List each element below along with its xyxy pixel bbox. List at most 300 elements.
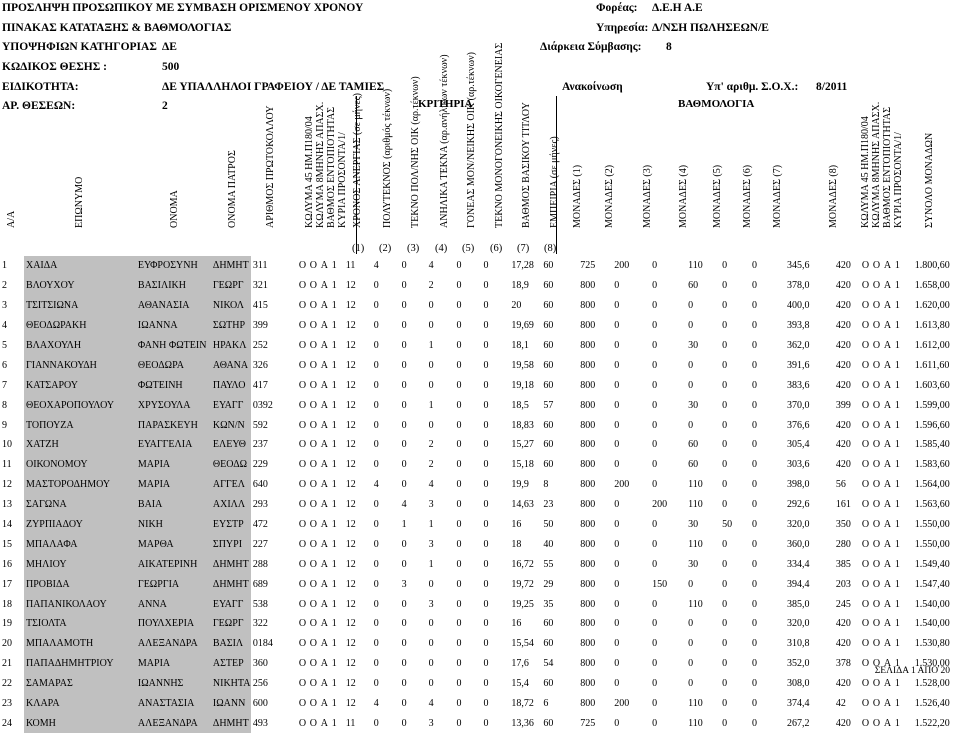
table-cell: 110 (688, 698, 703, 710)
table-cell: Ο (309, 340, 318, 351)
table-cell: 0 (752, 658, 758, 670)
table-cell: ΒΑΙΑ (136, 495, 211, 515)
table-cell: 399 (252, 320, 268, 332)
table-cell: 378 (835, 658, 851, 670)
table-cell: 1 (331, 618, 337, 630)
table-cell: 0 (401, 678, 407, 690)
table-cell: 0 (373, 499, 379, 511)
table-cell: 29 (543, 578, 554, 590)
table-cell: 800 (580, 499, 596, 511)
table-cell: Α (320, 419, 329, 431)
table-cell: 19,58 (511, 359, 534, 371)
table-cell: 0 (614, 379, 620, 391)
table-cell: 0 (401, 419, 407, 431)
table-cell: 40 (543, 538, 554, 550)
table-cell: 800 (580, 698, 596, 710)
table-cell: 592 (252, 419, 268, 431)
table-cell: 0 (652, 280, 658, 292)
table-row (0, 256, 960, 276)
table-cell: 0 (652, 519, 658, 531)
table-cell: 0 (722, 717, 728, 729)
table-cell: 1 (331, 419, 337, 431)
table-cell: 4 (428, 260, 434, 272)
table-row (0, 515, 960, 535)
table-cell: 237 (252, 439, 268, 451)
table-cell: 420 (835, 618, 851, 630)
table-cell: 0 (614, 598, 620, 610)
table-cell: 1.550,00 (914, 538, 950, 550)
table-cell: 0 (483, 280, 489, 292)
table-cell: Α (883, 359, 892, 371)
table-cell: 12 (2, 479, 12, 491)
table-cell: 1 (894, 638, 900, 650)
table-cell: 800 (580, 340, 596, 351)
table-cell: 303,6 (786, 459, 810, 471)
table-cell: 2 (428, 439, 434, 451)
table-cell: 1 (894, 300, 900, 312)
table-cell: 0 (652, 678, 658, 690)
table-cell: 385,0 (786, 598, 810, 610)
table-cell: 0 (688, 300, 694, 312)
table-cell: 391,6 (786, 359, 810, 371)
table-cell: Α (320, 598, 329, 610)
table-cell: 0 (456, 538, 462, 550)
table-cell: 420 (835, 717, 851, 729)
table-cell: 15,27 (511, 439, 534, 451)
table-cell: 0 (614, 399, 620, 411)
table-cell: 1.549,40 (914, 558, 950, 570)
table-cell: 0 (373, 598, 379, 610)
table-cell: 0 (652, 260, 658, 272)
table-cell: Ο (861, 717, 870, 729)
table-cell: 12 (345, 399, 356, 411)
table-cell: 203 (835, 578, 851, 590)
table-cell: 320,0 (786, 519, 810, 531)
col-c4: ΑΝΗΛΙΚΑ ΤΕΚΝΑ (αρ.ανήλικων τέκνων) (439, 53, 450, 228)
table-cell: Ο (309, 359, 318, 371)
table-cell: 12 (345, 359, 356, 371)
table-cell: ΓΙΑΝΝΑΚΟΥΔΗ (24, 355, 136, 375)
table-cell: 1.583,60 (914, 459, 950, 471)
table-cell: 161 (835, 499, 851, 511)
table-cell: 0 (614, 499, 620, 511)
table-cell: 22 (2, 678, 12, 690)
table-cell: 725 (580, 260, 596, 272)
table-cell: 6 (543, 698, 549, 710)
table-cell: 1 (894, 359, 900, 371)
table-cell: ΓΕΩΡΓΙΑ (136, 574, 211, 594)
table-cell: 0 (752, 260, 758, 272)
soch-label: Υπ' αριθμ. Σ.Ο.Χ.: (706, 81, 799, 93)
table-cell: Α (320, 558, 329, 570)
table-cell: Ο (298, 399, 307, 411)
table-cell: 12 (345, 459, 356, 471)
table-cell: 345,6 (786, 260, 810, 272)
table-cell: 10 (2, 439, 12, 451)
table-cell: 15,18 (511, 459, 534, 471)
table-cell: Ο (872, 678, 881, 690)
table-cell: Α (883, 419, 892, 431)
table-cell: 60 (543, 359, 554, 371)
table-cell: 0 (722, 678, 728, 690)
table-cell: 0 (752, 717, 758, 729)
table-cell: 0 (614, 359, 620, 371)
table-cell: 1 (331, 499, 337, 511)
table-cell: Ο (861, 419, 870, 431)
table-cell: 0 (752, 618, 758, 630)
table-cell: ΠΑΡΑΣΚΕΥΗ (136, 415, 211, 435)
table-cell: 0 (483, 538, 489, 550)
table-cell: ΒΛΟΥΧΟΥ (24, 276, 136, 296)
table-cell: 1.526,40 (914, 698, 950, 710)
table-cell: Ο (872, 618, 881, 630)
table-cell: 800 (580, 320, 596, 332)
table-cell: Ο (298, 479, 307, 491)
table-cell: 0 (401, 459, 407, 471)
table-cell: 60 (688, 439, 699, 451)
table-cell: 245 (835, 598, 851, 610)
col-aa: Α/Α (6, 210, 17, 228)
table-cell: 0 (722, 658, 728, 670)
table-cell: 0 (456, 558, 462, 570)
table-cell: 0 (722, 698, 728, 710)
document-subtitle: ΠΙΝΑΚΑΣ ΚΑΤΑΤΑΞΗΣ & ΒΑΘΜΟΛΟΓΙΑΣ (2, 22, 232, 34)
table-cell: Ο (309, 260, 318, 272)
table-cell: Α (320, 280, 329, 292)
table-cell: 0 (614, 280, 620, 292)
table-cell: Ο (872, 717, 881, 729)
criteria-num-7: (7) (517, 243, 530, 254)
table-cell: Α (320, 379, 329, 391)
table-cell: 12 (345, 678, 356, 690)
table-cell: Α (883, 340, 892, 351)
col-surname: ΕΠΩΝΥΜΟ (74, 176, 85, 228)
table-cell: 0 (722, 459, 728, 471)
table-cell: 4 (373, 479, 379, 491)
table-cell: 12 (345, 300, 356, 312)
table-cell: ΘΕΟΔΩ (211, 455, 251, 475)
table-cell: 0 (652, 538, 658, 550)
table-cell: 800 (580, 538, 596, 550)
col-m7: ΜΟΝΑΔΕΣ (7) (772, 164, 783, 228)
table-cell: 1 (894, 459, 900, 471)
table-cell: 1 (894, 698, 900, 710)
table-cell: Ο (872, 698, 881, 710)
table-cell: Α (320, 499, 329, 511)
table-cell: 16 (511, 519, 522, 531)
table-cell: 0 (752, 558, 758, 570)
table-cell: 9 (2, 419, 7, 431)
table-cell: 321 (252, 280, 268, 292)
table-cell: 0 (722, 499, 728, 511)
table-row (0, 455, 960, 475)
table-cell: 227 (252, 538, 268, 550)
table-cell: 417 (252, 379, 268, 391)
table-cell: ΔΗΜΗΤ (211, 574, 251, 594)
table-cell: 19,25 (511, 598, 534, 610)
table-cell: 320,0 (786, 618, 810, 630)
table-cell: 0 (456, 379, 462, 391)
table-cell: ΑΛΕΞΑΝΔΡΑ (136, 634, 211, 654)
table-cell: 110 (688, 479, 703, 491)
table-cell: 0 (456, 658, 462, 670)
table-cell: Ο (861, 558, 870, 570)
col-entopiotita-b: ΒΑΘΜΟΣ ΕΝΤΟΠΙΟΤΗΤΑΣ (882, 106, 893, 228)
table-row (0, 375, 960, 395)
table-cell: 1.522,20 (914, 717, 950, 729)
table-cell: 326 (252, 359, 268, 371)
table-cell: 0 (456, 598, 462, 610)
table-cell: Α (883, 538, 892, 550)
table-cell: 0 (373, 519, 379, 531)
table-cell: Α (320, 698, 329, 710)
document-title: ΠΡΟΣΛΗΨΗ ΠΡΟΣΩΠΙΚΟΥ ΜΕ ΣΥΜΒΑΣΗ ΟΡΙΣΜΕΝΟΥ ΧΡΟΝΟΥ (2, 2, 364, 14)
table-cell: 292,6 (786, 499, 810, 511)
table-cell: 1 (331, 399, 337, 411)
table-cell: ΕΥΦΡΟΣΥΝΗ (136, 256, 211, 276)
table-cell: Α (883, 260, 892, 272)
table-cell: 415 (252, 300, 268, 312)
table-cell: 0 (483, 638, 489, 650)
table-cell: Α (320, 519, 329, 531)
table-cell: ΜΑΡΙΑ (136, 475, 211, 495)
table-cell: 1.599,00 (914, 399, 950, 411)
table-cell: Ο (298, 698, 307, 710)
table-cell: 1 (894, 678, 900, 690)
table-cell: 0 (428, 320, 434, 332)
table-cell: 0 (456, 359, 462, 371)
table-body (0, 256, 960, 733)
table-cell: 110 (688, 598, 703, 610)
col-c3: ΤΕΚΝΟ ΠΟΛ/ΝΗΣ ΟΙΚ (αρ.τέκνων) (410, 75, 421, 228)
table-cell: ΠΡΟΒΙΔΑ (24, 574, 136, 594)
table-cell: 0 (483, 399, 489, 411)
table-cell: 2 (2, 280, 7, 292)
table-cell: 12 (345, 658, 356, 670)
table-cell: Ο (861, 499, 870, 511)
table-cell: 0 (652, 439, 658, 451)
table-cell: 1.530,00 (914, 658, 950, 670)
table-cell: ΣΠΥΡΙ (211, 534, 251, 554)
table-cell: Α (883, 519, 892, 531)
table-cell: 420 (835, 300, 851, 312)
table-cell: 800 (580, 598, 596, 610)
table-cell: 1 (894, 439, 900, 451)
table-cell: ΘΕΟΧΑΡΟΠΟΥΛΟΥ (24, 395, 136, 415)
table-cell: 0 (483, 598, 489, 610)
table-cell: ΧΑΤΖΗ (24, 435, 136, 455)
table-cell: 0 (373, 538, 379, 550)
table-cell: 0 (483, 459, 489, 471)
table-cell: 1.564,00 (914, 479, 950, 491)
criteria-num-8: (8) (544, 243, 557, 254)
vathmologia-heading: ΒΑΘΜΟΛΟΓΙΑ (678, 98, 755, 110)
table-cell: 0 (688, 359, 694, 371)
table-cell: Ο (309, 618, 318, 630)
table-cell: 0 (652, 320, 658, 332)
table-cell: Α (320, 359, 329, 371)
table-cell: 42 (835, 698, 846, 710)
table-cell: 1.540,00 (914, 598, 950, 610)
table-cell: 2 (428, 280, 434, 292)
table-cell: 4 (401, 499, 407, 511)
table-cell: 0 (373, 379, 379, 391)
table-cell: 0 (652, 399, 658, 411)
table-cell: ΠΑΠΑΔΗΜΗΤΡΙΟΥ (24, 654, 136, 674)
table-cell: Ο (861, 359, 870, 371)
table-cell: 800 (580, 519, 596, 531)
table-cell: 689 (252, 578, 268, 590)
table-cell: 0 (652, 379, 658, 391)
table-row (0, 276, 960, 296)
table-cell: 18,83 (511, 419, 534, 431)
table-cell: Ο (298, 717, 307, 729)
table-cell: Ο (298, 598, 307, 610)
table-cell: 1 (331, 698, 337, 710)
table-cell: 267,2 (786, 717, 810, 729)
table-cell: 0 (456, 717, 462, 729)
table-cell: Ο (298, 419, 307, 431)
table-cell: 1 (331, 379, 337, 391)
table-cell: Ο (298, 359, 307, 371)
table-cell: 0 (456, 340, 462, 351)
table-cell: ΑΣΤΕΡ (211, 654, 251, 674)
col-m4: ΜΟΝΑΔΕΣ (4) (678, 164, 689, 228)
table-cell: ΜΠΑΛΑΦΑ (24, 534, 136, 554)
table-cell: 0 (652, 558, 658, 570)
table-cell: Α (320, 658, 329, 670)
table-cell: Ο (298, 459, 307, 471)
table-cell: 350 (835, 519, 851, 531)
table-cell: 1 (331, 578, 337, 590)
table-cell: 24 (2, 717, 12, 729)
table-cell: 800 (580, 479, 596, 491)
table-cell: 538 (252, 598, 268, 610)
table-cell: 0 (614, 618, 620, 630)
table-cell: Ο (861, 698, 870, 710)
col-c8: ΕΜΠΕΙΡΙΑ (σε μήνες) (549, 135, 560, 228)
table-cell: 1 (428, 558, 434, 570)
table-cell: 0 (483, 479, 489, 491)
table-cell: ΑΛΕΞΑΝΔΡΑ (136, 713, 211, 733)
diarkeia-value: 8 (666, 41, 672, 53)
table-cell: 12 (345, 618, 356, 630)
table-cell: 12 (345, 320, 356, 332)
table-cell: Α (883, 320, 892, 332)
col-m6: ΜΟΝΑΔΕΣ (6) (742, 164, 753, 228)
table-cell: Ο (309, 658, 318, 670)
table-cell: Α (320, 399, 329, 411)
table-cell: 18,5 (511, 399, 529, 411)
table-cell: 18,9 (511, 280, 529, 292)
table-cell: ΣΑΜΑΡΑΣ (24, 674, 136, 694)
col-c2: ΠΟΛΥΤΕΚΝΟΣ (αριθμός τέκνων) (382, 88, 393, 228)
criteria-num-2: (2) (379, 243, 392, 254)
table-row (0, 316, 960, 336)
table-cell: ΗΡΑΚΛ (211, 336, 251, 356)
table-cell: Α (320, 459, 329, 471)
table-cell: 376,6 (786, 419, 810, 431)
col-entopiotita: ΒΑΘΜΟΣ ΕΝΤΟΠΙΟΤΗΤΑΣ (326, 106, 337, 228)
table-cell: 800 (580, 638, 596, 650)
col-m5: ΜΟΝΑΔΕΣ (5) (712, 164, 723, 228)
table-cell: 60 (543, 260, 554, 272)
table-cell: 1 (331, 300, 337, 312)
table-cell: 1.563,60 (914, 499, 950, 511)
table-cell: Ο (872, 638, 881, 650)
table-cell: 0 (401, 340, 407, 351)
table-cell: Ο (298, 379, 307, 391)
table-cell: Ο (861, 658, 870, 670)
table-cell: ΑΝΑΣΤΑΣΙΑ (136, 694, 211, 714)
table-cell: 800 (580, 678, 596, 690)
table-cell: 1 (331, 479, 337, 491)
table-cell: 1 (894, 717, 900, 729)
table-cell: 0 (752, 399, 758, 411)
table-cell: 60 (543, 439, 554, 451)
table-cell: 0 (428, 419, 434, 431)
table-cell: Ο (298, 538, 307, 550)
table-cell: 0 (688, 618, 694, 630)
table-cell: 0 (688, 320, 694, 332)
table-cell: 293 (252, 499, 268, 511)
table-cell: 16 (2, 558, 12, 570)
table-cell: Α (320, 638, 329, 650)
table-cell: 12 (345, 598, 356, 610)
table-cell: 0 (483, 658, 489, 670)
table-cell: 1 (894, 340, 900, 351)
table-cell: 1.528,00 (914, 678, 950, 690)
table-cell: Ο (309, 519, 318, 531)
table-cell: 0 (483, 698, 489, 710)
table-cell: 0 (483, 419, 489, 431)
table-cell: ΝΙΚΗ (136, 515, 211, 535)
table-cell: 420 (835, 359, 851, 371)
ypiresia-label: Υπηρεσία: (596, 22, 649, 34)
col-kolyma-45-b: ΚΩΛΥΜΑ 45 ΗΜ.Π180/04 (860, 115, 871, 228)
anakoinosi-label: Ανακοίνωση (562, 81, 623, 93)
table-cell: 3 (401, 578, 407, 590)
table-cell: Ο (298, 638, 307, 650)
table-cell: ΜΑΡΘΑ (136, 534, 211, 554)
table-cell: 420 (835, 379, 851, 391)
table-cell: 1 (894, 578, 900, 590)
table-cell: 16 (511, 618, 522, 630)
table-cell: Ο (298, 678, 307, 690)
table-cell: 0 (752, 598, 758, 610)
table-cell: Α (320, 578, 329, 590)
table-cell: ΑΙΚΑΤΕΡΙΝΗ (136, 554, 211, 574)
table-cell: 1 (331, 678, 337, 690)
col-c7: ΒΑΘΜΟΣ ΒΑΣΙΚΟΥ ΤΙΤΛΟΥ (521, 101, 532, 228)
table-cell: ΙΩΑΝΝ (211, 694, 251, 714)
table-cell: Ο (309, 598, 318, 610)
table-cell: 1 (331, 658, 337, 670)
table-cell: Ο (309, 379, 318, 391)
table-row (0, 355, 960, 375)
table-cell: Α (320, 538, 329, 550)
table-cell: 0 (456, 260, 462, 272)
table-cell: 0 (614, 558, 620, 570)
table-cell: Ο (309, 280, 318, 292)
table-cell: 1 (894, 519, 900, 531)
table-cell: Ο (861, 260, 870, 272)
table-cell: 0 (722, 598, 728, 610)
table-cell: 60 (543, 320, 554, 332)
table-cell: Ο (309, 638, 318, 650)
table-cell: 1 (331, 260, 337, 272)
table-cell: Ο (872, 280, 881, 292)
